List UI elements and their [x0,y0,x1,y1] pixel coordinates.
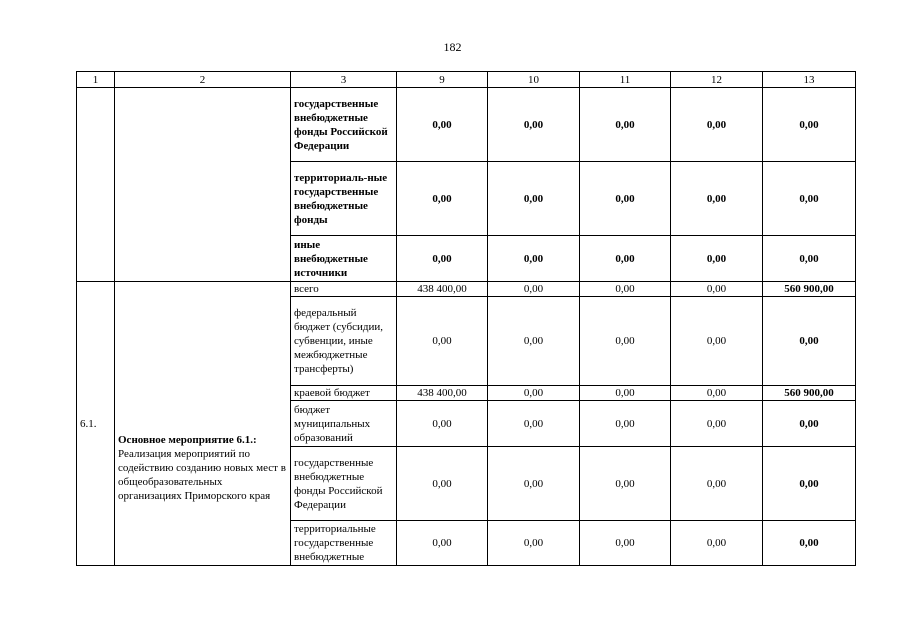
page-number: 182 [443,40,462,54]
source-cell: иные внебюджетные источники [291,236,397,282]
source-cell: краевой бюджет [291,386,397,401]
column-header: 3 [291,72,397,88]
value-cell: 0,00 [397,236,488,282]
column-header: 1 [77,72,115,88]
value-cell: 0,00 [397,521,488,566]
value-cell: 0,00 [763,88,856,162]
value-cell: 0,00 [488,447,580,521]
column-header: 2 [115,72,291,88]
value-cell: 0,00 [580,297,671,386]
column-header: 11 [580,72,671,88]
source-cell: территориальные государственные внебюджетные [291,521,397,566]
budget-table [76,71,856,566]
table-row [77,282,856,297]
value-cell: 0,00 [763,236,856,282]
column-header: 12 [671,72,763,88]
value-cell: 0,00 [671,88,763,162]
value-cell: 0,00 [671,386,763,401]
column-header: 10 [488,72,580,88]
column-header: 13 [763,72,856,88]
value-cell: 0,00 [488,282,580,297]
value-cell: 560 900,00 [763,282,856,297]
value-cell: 0,00 [580,401,671,447]
value-cell: 0,00 [763,401,856,447]
column-header: 9 [397,72,488,88]
value-cell: 0,00 [397,162,488,236]
source-cell: бюджет муниципальных образований [291,401,397,447]
value-cell: 0,00 [671,521,763,566]
value-cell: 0,00 [763,521,856,566]
value-cell: 0,00 [488,521,580,566]
table-row [77,88,856,162]
source-cell: территориаль-ные государственные внебюджетные фонды [291,162,397,236]
value-cell: 0,00 [580,447,671,521]
value-cell: 0,00 [488,297,580,386]
value-cell: 0,00 [763,162,856,236]
value-cell: 560 900,00 [763,386,856,401]
value-cell: 0,00 [580,386,671,401]
value-cell: 0,00 [671,236,763,282]
value-cell: 0,00 [671,282,763,297]
value-cell: 0,00 [763,447,856,521]
value-cell: 0,00 [488,386,580,401]
header-row [77,72,856,88]
measure-description: Реализация мероприятий по содействию созданию новых мест в общеобразовательных организациях Приморского края [118,447,286,502]
value-cell: 0,00 [671,297,763,386]
value-cell: 0,00 [397,447,488,521]
name-cell-empty [115,88,291,282]
measure-title: Основное мероприятие 6.1.: [118,433,257,446]
value-cell: 0,00 [580,162,671,236]
value-cell: 438 400,00 [397,282,488,297]
value-cell: 0,00 [488,88,580,162]
measure-name-cell [115,282,291,566]
source-cell: федеральный бюджет (субсидии, субвенции, иные межбюджетные трансферты) [291,297,397,386]
measure-code: 6.1. [77,282,115,566]
source-cell: государственные внебюджетные фонды Российской Федерации [291,88,397,162]
value-cell: 0,00 [671,401,763,447]
value-cell: 0,00 [580,282,671,297]
value-cell: 0,00 [580,521,671,566]
value-cell: 0,00 [488,236,580,282]
value-cell: 0,00 [397,401,488,447]
value-cell: 0,00 [488,162,580,236]
value-cell: 0,00 [580,236,671,282]
value-cell: 0,00 [580,88,671,162]
source-cell: государственные внебюджетные фонды Российской Федерации [291,447,397,521]
value-cell: 0,00 [397,297,488,386]
value-cell: 0,00 [488,401,580,447]
value-cell: 0,00 [671,162,763,236]
value-cell: 0,00 [397,88,488,162]
value-cell: 0,00 [763,297,856,386]
source-cell: всего [291,282,397,297]
value-cell: 0,00 [671,447,763,521]
value-cell: 438 400,00 [397,386,488,401]
code-cell-empty [77,88,115,282]
